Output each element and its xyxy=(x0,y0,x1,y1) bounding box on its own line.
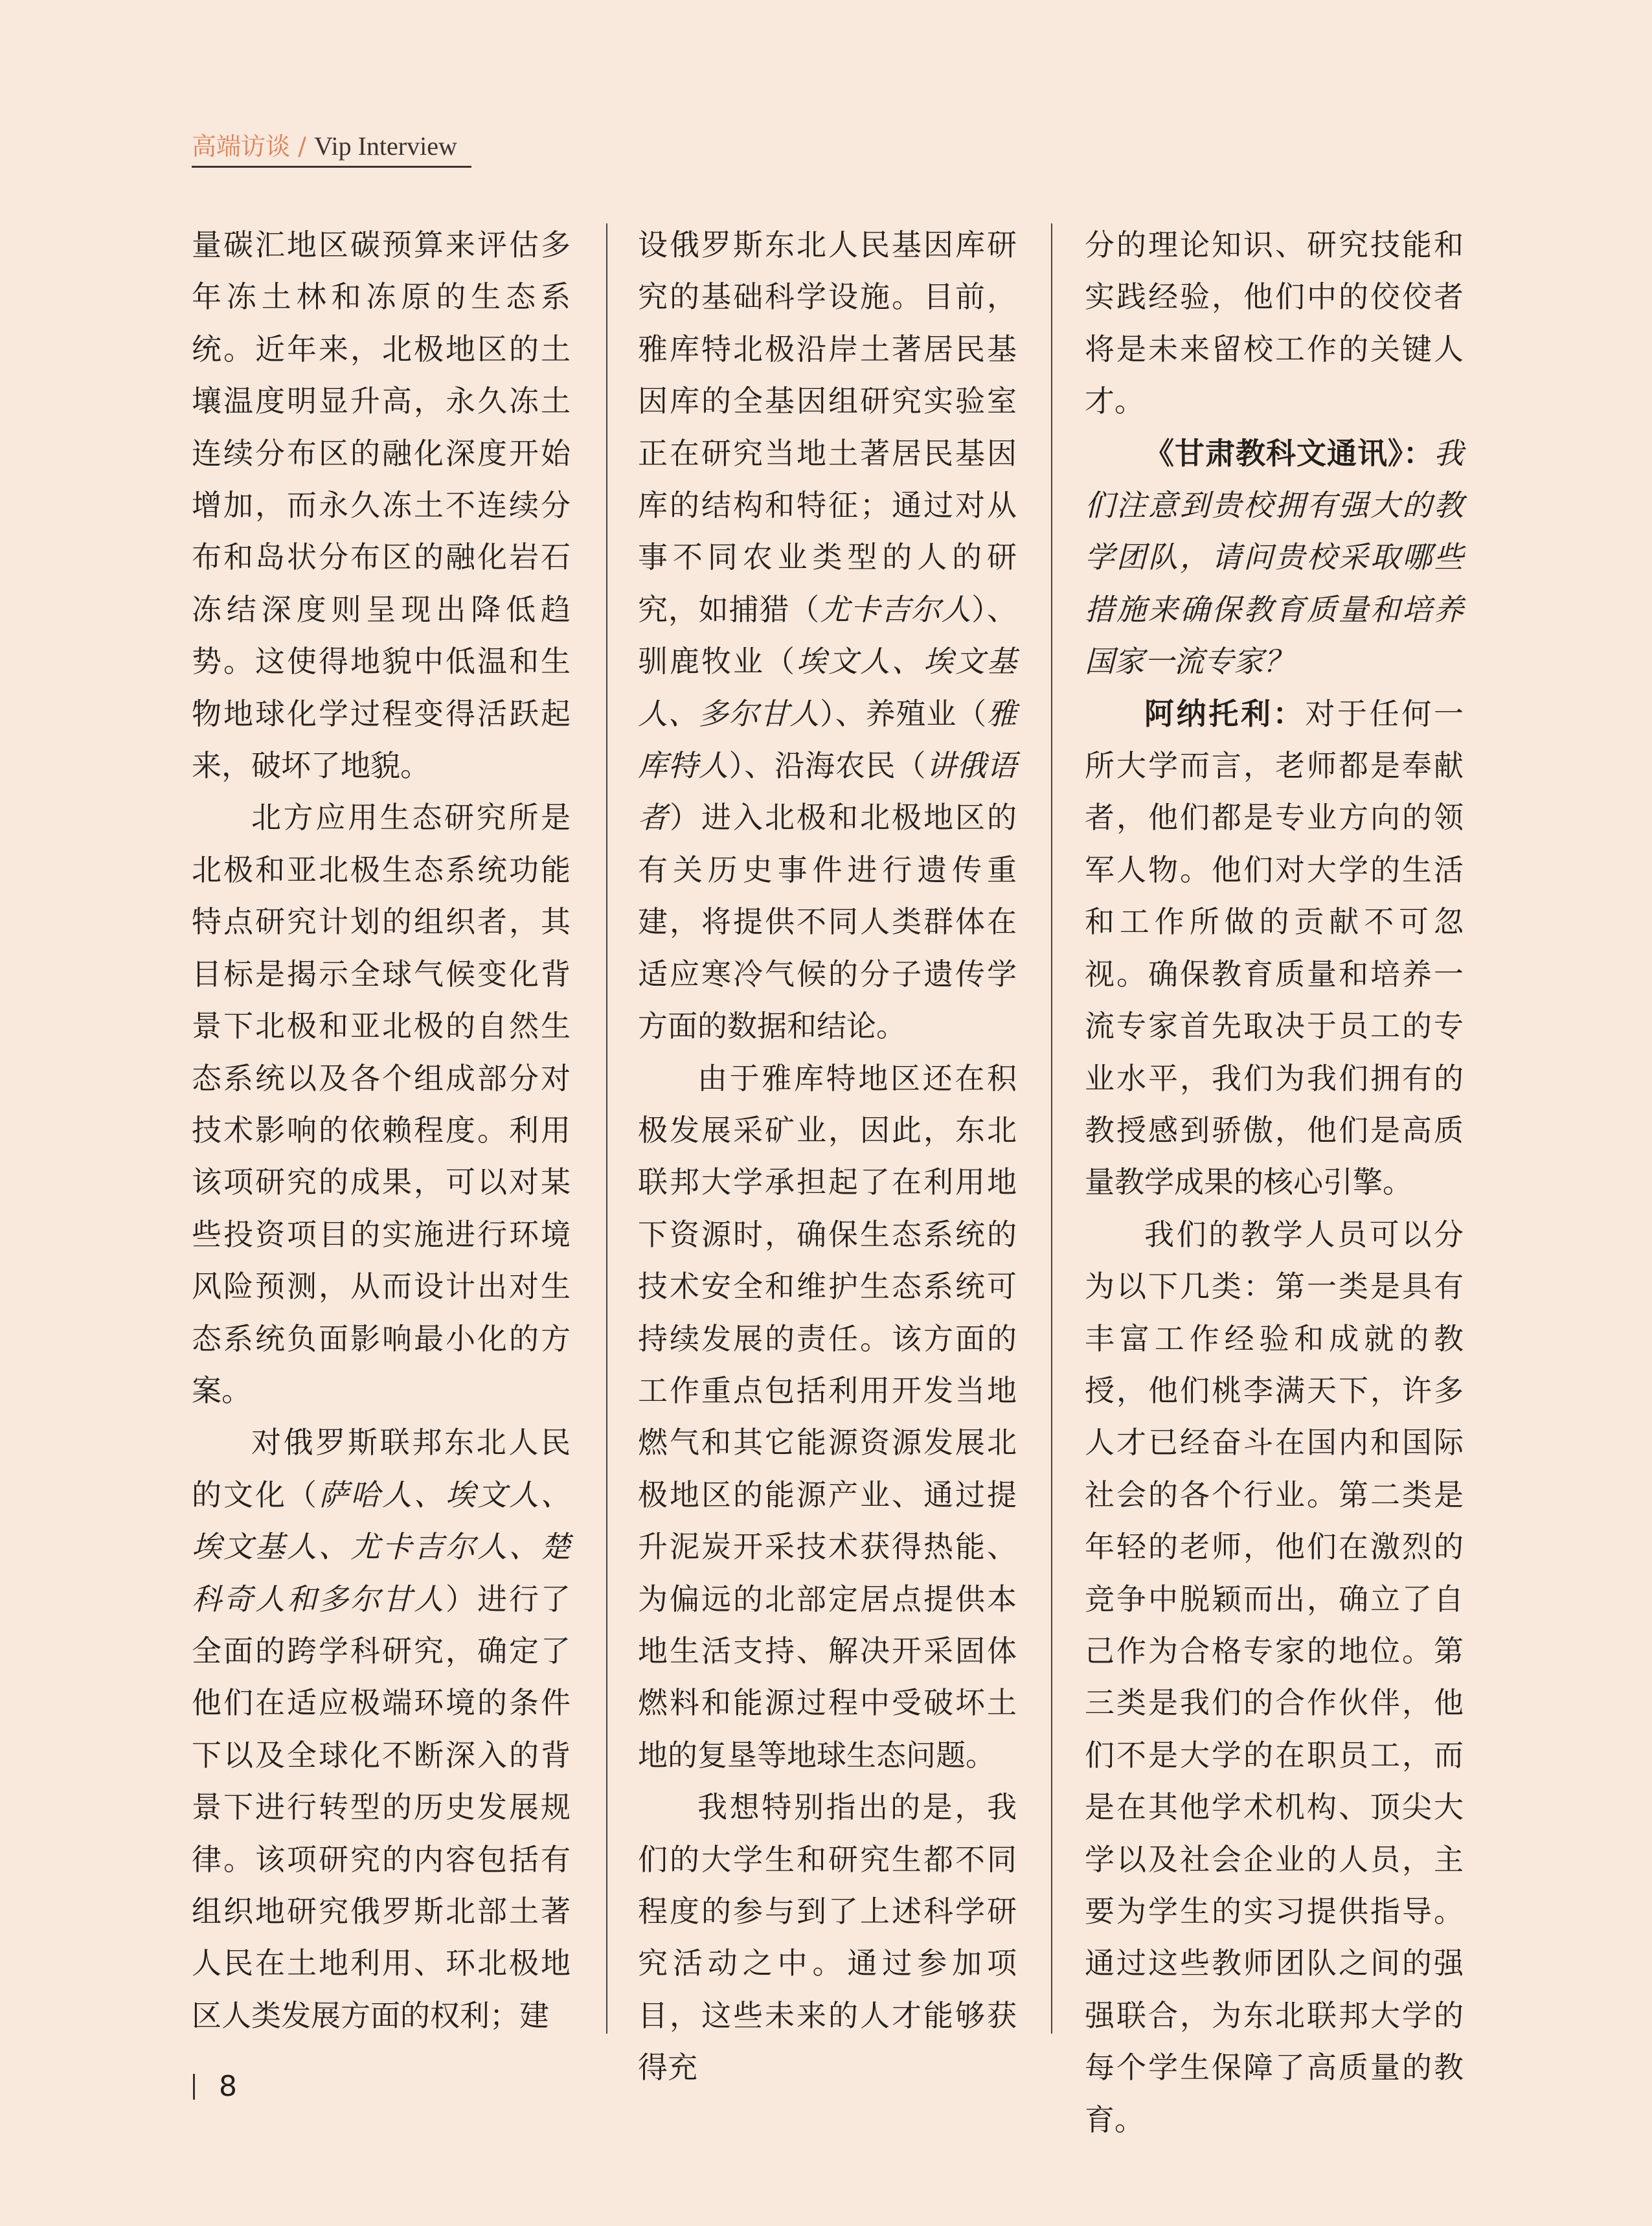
text-run: ）进行了全面的跨学科研究，确定了他们在适应极端环境的条件下以及全球化不断深入的背景下进行转型的历史发展规律。该项研究的内容包括有组织地研究俄罗斯北部土著人民在土地利用、环北极地区人类发展方面的权利；建 xyxy=(192,1581,571,2033)
section-header xyxy=(192,127,457,166)
question-paragraph xyxy=(1085,427,1464,688)
answer-text: 对于任何一所大学而言，老师都是奉献者，他们都是专业方向的领军人物。他们对大学的生活和工作所做的贡献不可忽视。确保教育质量和培养一流专家首先取决于员工的专业水平，我们为我们拥有的教授感到骄傲，他们是高质量教学成果的核心引擎。 xyxy=(1085,696,1464,1200)
paragraph: 由于雅库特地区还在积极发展采矿业，因此，东北联邦大学承担起了在利用地下资源时，确保生态系统的技术安全和维护生态系统可持续发展的责任。该方面的工作重点包括利用开发当地燃气和其它能源资源发展北极地区的能源产业、通过提升泥炭开采技术获得热能、为偏远的北部定居点提供本地生活支持、解决开采固体燃料和能源过程中受破坏土地的复垦等地球生态问题。 xyxy=(638,1060,1017,1773)
parenthetical: 讲俄语者 xyxy=(638,748,1017,835)
text-run: ）、沿海农民（ xyxy=(729,748,927,784)
interviewee-label: 阿纳托利： xyxy=(1144,696,1306,731)
text-column-2 xyxy=(638,219,1017,2094)
text-column-1 xyxy=(192,219,571,2041)
paragraph xyxy=(638,219,1017,1052)
question-text: 我们注意到贵校拥有强大的教学团队，请问贵校采取哪些措施来确保教育质量和培养国家一流专家？ xyxy=(1085,435,1464,679)
text-run: ）、驯鹿牧业（ xyxy=(638,591,1017,679)
page-number-bar xyxy=(193,2074,195,2100)
text-run: ）、养殖业（ xyxy=(820,696,988,731)
ethnic-groups-list: 萨哈人、埃文人、埃文基人、尤卡吉尔人、楚科奇人和多尔甘人 xyxy=(192,1477,571,1617)
section-separator: / xyxy=(290,132,314,161)
answer-paragraph xyxy=(1085,688,1464,1209)
parenthetical: 雅库特人 xyxy=(638,696,1017,784)
text-run: 设俄罗斯东北人民基因库研究的基础科学设施。目前，雅库特北极沿岸土著居民基因库的全基因组研究实验室正在研究当地土著居民基因库的结构和特征；通过对从事不同农业类型的人的研究，如捕猎（ xyxy=(638,227,1017,627)
text-run: 对俄罗斯联邦东北人民的文化（ xyxy=(192,1425,571,1512)
paragraph: 北方应用生态研究所是北极和亚北极生态系统功能特点研究计划的组织者，其目标是揭示全球气候变化背景下北极和亚北极的自然生态系统以及各个组成部分对技术影响的依赖程度。利用该项研究的成果，可以对某些投资项目的实施进行环境风险预测，从而设计出对生态系统负面影响最小化的方案。 xyxy=(192,800,571,1408)
paragraph: 分的理论知识、研究技能和实践经验，他们中的佼佼者将是未来留校工作的关键人才。 xyxy=(1085,227,1464,419)
column-divider xyxy=(1051,223,1052,2034)
parenthetical: 尤卡吉尔人 xyxy=(820,591,972,627)
column-divider xyxy=(606,223,607,2034)
paragraph: 我想特别指出的是，我们的大学生和研究生都不同程度的参与到了上述科学研究活动之中。通过参加项目，这些未来的人才能够获得充 xyxy=(638,1789,1017,2085)
section-title-cn: 高端访谈 xyxy=(192,132,291,161)
text-column-3 xyxy=(1085,219,1464,2146)
paragraph: 我们的教学人员可以分为以下几类：第一类是具有丰富工作经验和成就的教授，他们桃李满天下，许多人才已经奋斗在国内和国际社会的各个行业。第二类是年轻的老师，他们在激烈的竞争中脱颖而出，确立了自己作为合格专家的地位。第三类是我们的合作伙伴，他们不是大学的在职员工，而是在其他学术机构、顶尖大学以及社会企业的人员，主要为学生的实习提供指导。通过这些教师团队之间的强强联合，为东北联邦大学的每个学生保障了高质量的教育。 xyxy=(1085,1216,1464,2137)
parenthetical: 埃文人、埃文基人、多尔甘人 xyxy=(638,644,1017,731)
interviewer-label: 《甘肃教科文通讯》： xyxy=(1144,435,1434,471)
page-number: 8 xyxy=(219,2070,237,2103)
paragraph xyxy=(192,1416,571,2041)
header-underline xyxy=(192,166,471,168)
paragraph: 量碳汇地区碳预算来评估多年冻土林和冻原的生态系统。近年来，北极地区的土壤温度明显升高，永久冻土连续分布区的融化深度开始增加，而永久冻土不连续分布和岛状分布区的融化岩石冻结深度则呈现出降低趋势。这使得地貌中低温和生物地球化学过程变得活跃起来，破坏了地貌。 xyxy=(192,227,571,784)
text-run: ）进入北极和北极地区的有关历史事件进行遗传重建，将提供不同人类群体在适应寒冷气候的分子遗传学方面的数据和结论。 xyxy=(638,800,1017,1044)
section-title-en: Vip Interview xyxy=(313,131,457,161)
